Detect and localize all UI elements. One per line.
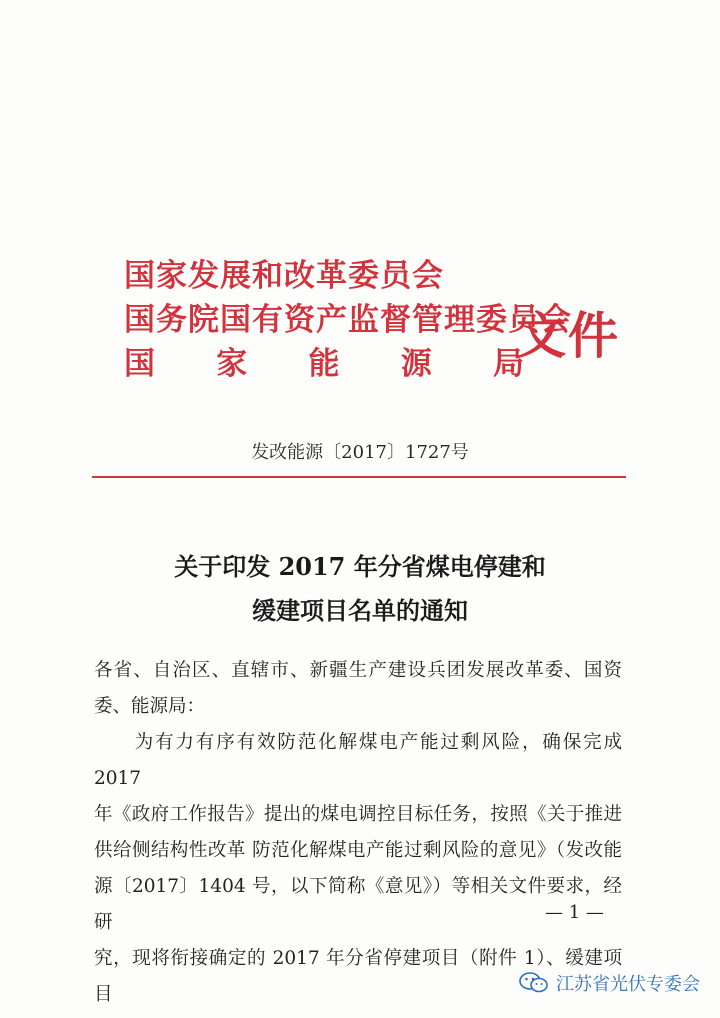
body-text <box>94 653 622 1013</box>
body-line: 究，现将衔接确定的 2017 年分省停建项目（附件 1）、缓建项目 <box>94 948 622 1005</box>
document-title <box>0 545 720 633</box>
issuer-nea-char: 家 <box>216 346 248 382</box>
issuer-nea-char: 国 <box>124 346 155 382</box>
watermark <box>518 970 700 996</box>
wechat-logo-icon <box>518 971 550 995</box>
body-line: 各省、自治区、直辖市、新疆生产建设兵团发展改革委、国资 <box>94 660 622 681</box>
issuer-nea-char: 能 <box>308 346 340 382</box>
body-line: 供给侧结构性改革 防范化解煤电产能过剩风险的意见》（发改能 <box>94 840 622 861</box>
issuer-ndrc: 国家发展和改革委员会 <box>124 258 444 294</box>
title-line-1: 关于印发 2017 年分省煤电停建和 <box>174 552 546 581</box>
body-line: 源〔2017〕1404 号，以下简称《意见》）等相关文件要求，经研 <box>94 876 622 933</box>
body-line: 委、能源局： <box>94 696 206 717</box>
body-line: 为有力有序有效防范化解煤电产能过剩风险，确保完成 2017 <box>94 732 622 789</box>
issuer-sasac: 国务院国有资产监督管理委员会 <box>124 302 572 338</box>
issuer-nea-char: 源 <box>400 346 432 382</box>
document-suffix: 文件 <box>516 306 620 365</box>
issuer-nea-char: 局 <box>493 346 524 382</box>
issuer-nea <box>124 342 524 386</box>
watermark-text: 江苏省光伏专委会 <box>556 974 700 995</box>
document-number: 发改能源〔2017〕1727号 <box>251 442 469 463</box>
body-line: 年《政府工作报告》提出的煤电调控目标任务，按照《关于推进 <box>94 804 622 825</box>
title-line-2: 缓建项目名单的通知 <box>252 596 468 625</box>
red-divider-line <box>92 476 626 478</box>
page-number: — 1 — <box>545 902 604 923</box>
